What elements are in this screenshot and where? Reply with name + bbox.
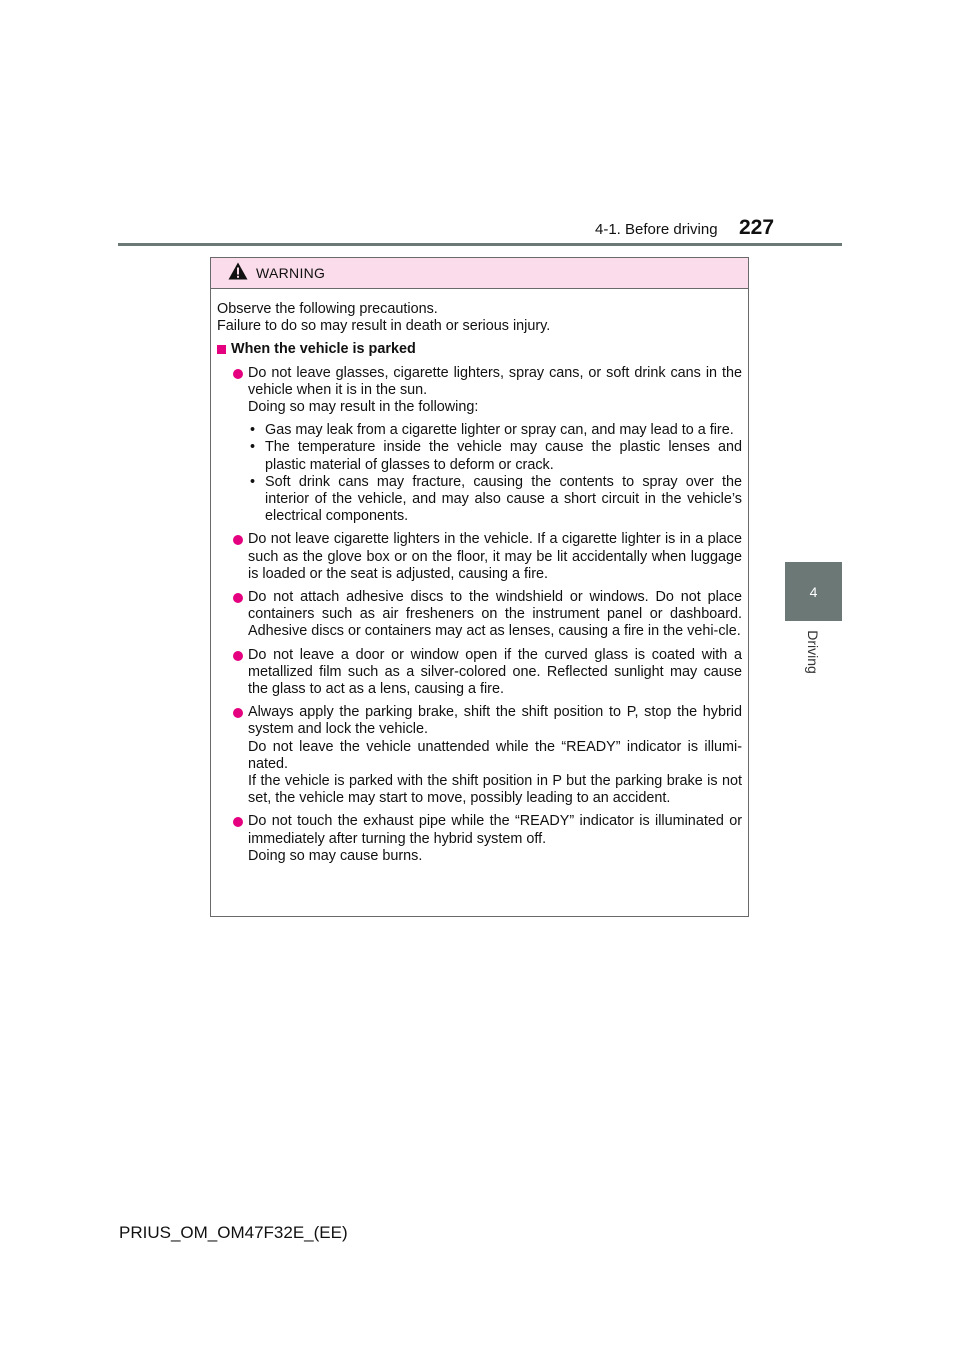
square-bullet-icon bbox=[217, 345, 226, 354]
warning-triangle-icon bbox=[228, 262, 248, 280]
intro-line: Observe the following precautions. bbox=[217, 301, 438, 317]
warning-intro bbox=[217, 301, 742, 335]
list-item bbox=[217, 813, 742, 865]
section-heading-text: When the vehicle is parked bbox=[231, 341, 416, 358]
item-text: Do not leave a door or window open if the curved glass is coated with a metallized film such as a silver-colored one. Reflected sunlight may cause the glass to act as a lens, causing a fire. bbox=[248, 646, 742, 698]
sub-bullet-icon: • bbox=[250, 439, 256, 456]
item-text: Doing so may cause burns. bbox=[248, 847, 423, 864]
list-item bbox=[217, 531, 742, 583]
sub-list-item bbox=[248, 439, 742, 473]
sub-bullet-icon: • bbox=[250, 422, 256, 439]
item-text: If the vehicle is parked with the shift position in P but the parking brake is not set, the vehicle may start to move, possibly leading to an accident. bbox=[248, 773, 742, 807]
section-heading bbox=[217, 341, 742, 358]
sub-list-item bbox=[248, 474, 742, 526]
item-text: Do not touch the exhaust pipe while the “READY” indicator is illuminated or immediately after turning the hybrid system off. bbox=[248, 813, 742, 847]
sub-bullet-icon: • bbox=[250, 473, 256, 490]
bullet-dot-icon bbox=[233, 651, 243, 661]
list-item bbox=[217, 589, 742, 641]
warning-header bbox=[211, 258, 748, 289]
document-code: PRIUS_OM_OM47F32E_(EE) bbox=[119, 1223, 348, 1242]
item-text: Do not attach adhesive discs to the windshield or windows. Do not place containers such as air fresheners on the instrument panel or dashboard. Adhesive discs or containers may act as lenses, causing a fire in the vehi-cle. bbox=[248, 589, 742, 640]
header-section-title: 4-1. Before driving bbox=[595, 221, 718, 238]
sub-list bbox=[248, 422, 742, 525]
chapter-number: 4 bbox=[809, 583, 818, 600]
chapter-label: Driving bbox=[805, 630, 821, 674]
item-text: Do not leave glasses, cigarette lighters, spray cans, or soft drink cans in the vehicle when it is in the sun. bbox=[248, 364, 742, 398]
list-item bbox=[217, 704, 742, 807]
item-text: Doing so may result in the following: bbox=[248, 399, 479, 416]
chapter-tab bbox=[785, 562, 842, 621]
item-text: Do not leave the vehicle unattended while the “READY” indicator is illumi-nated. bbox=[248, 738, 742, 772]
bullet-dot-icon bbox=[233, 708, 243, 718]
bullet-dot-icon bbox=[233, 535, 243, 545]
warning-body bbox=[211, 289, 748, 865]
warning-title: WARNING bbox=[256, 265, 326, 281]
sub-item-text: The temperature inside the vehicle may cause the plastic lenses and plastic material of glasses to deform or crack. bbox=[265, 439, 742, 473]
bullet-dot-icon bbox=[233, 817, 243, 827]
list-item bbox=[217, 365, 742, 526]
header-divider bbox=[118, 243, 842, 246]
bullet-dot-icon bbox=[233, 593, 243, 603]
sub-item-text: Gas may leak from a cigarette lighter or spray can, and may lead to a fire. bbox=[265, 422, 734, 439]
intro-line: Failure to do so may result in death or serious injury. bbox=[217, 318, 551, 335]
warning-box bbox=[210, 257, 749, 917]
bullet-dot-icon bbox=[233, 369, 243, 379]
item-text: Do not leave cigarette lighters in the vehicle. If a cigarette lighter is in a place such as the glove box or on the floor, it may be lit accidentally when luggage is loaded or the seat is adjusted, causing a fire. bbox=[248, 531, 742, 582]
page-number: 227 bbox=[739, 216, 775, 239]
sub-list-item bbox=[248, 422, 742, 439]
list-item bbox=[217, 647, 742, 699]
sub-item-text: Soft drink cans may fracture, causing the contents to spray over the interior of the vehicle, and may also cause a short circuit in the vehicle’s electrical components. bbox=[265, 473, 742, 525]
item-text: Always apply the parking brake, shift the shift position to P, stop the hybrid system and lock the vehicle. bbox=[248, 704, 742, 738]
